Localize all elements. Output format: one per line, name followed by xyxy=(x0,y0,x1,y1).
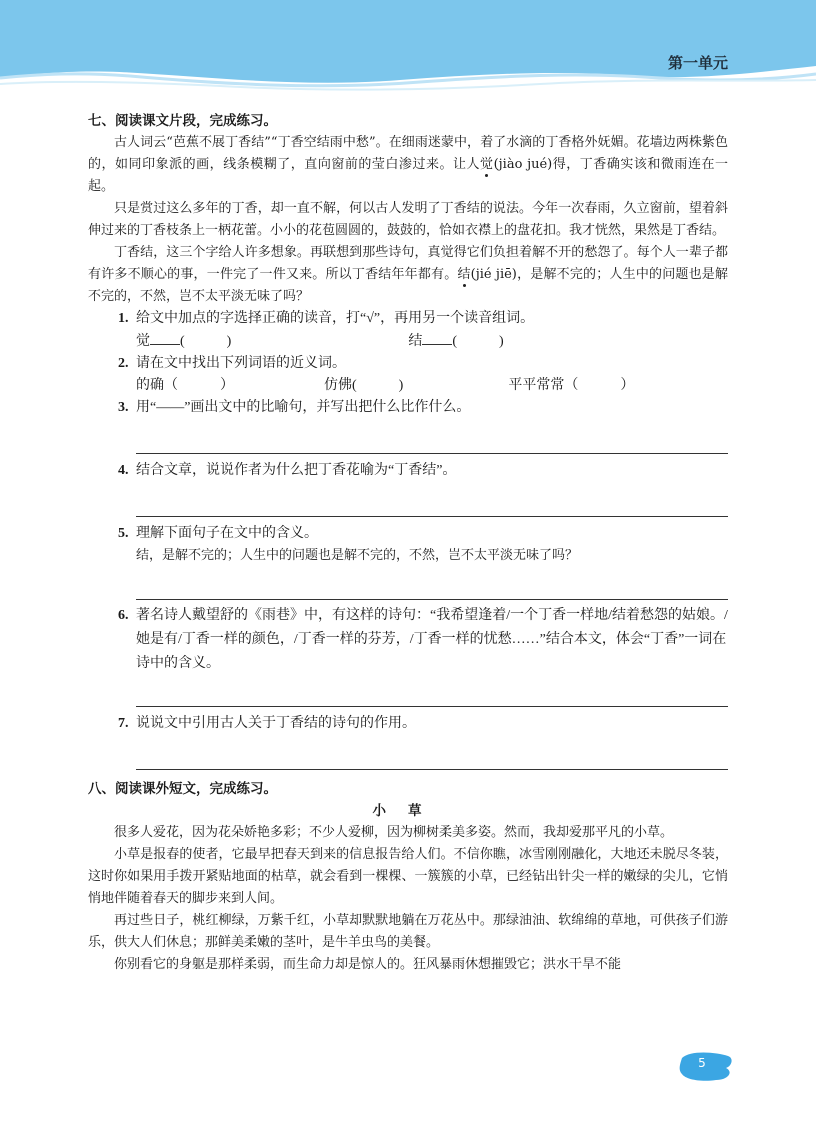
dotted-char-jie: 结 xyxy=(457,267,471,282)
answer-line-7[interactable] xyxy=(136,747,728,770)
unit-label: 第一单元 xyxy=(667,54,728,72)
page-content xyxy=(88,110,728,976)
page-number: 5 xyxy=(698,1056,706,1070)
question-5-quote: 结，是解不完的；人生中的问题也是解不完的，不然，岂不太平淡无味了吗？ xyxy=(136,548,579,563)
answer-line-6[interactable] xyxy=(136,684,728,707)
dotted-char-jue: 觉 xyxy=(480,157,494,172)
article-paragraph-4: 你别看它的身躯是那样柔弱，而生命力却是惊人的。狂风暴雨休想摧毁它；洪水干旱不能 xyxy=(114,957,622,972)
passage-paragraph-3: 丁香结，这三个字给人许多想象。再联想到那些诗句，真觉得它们负担着解不开的愁怨了。每个人一辈子都有许多不顺心的事，一件完了一件又来。所以丁香结年年都有。结(jié jiē)，是解不完的；人生中的问题也是解不完的，不然，岂不太平淡无味了吗？ xyxy=(88,245,728,304)
passage-paragraph-2: 只是赏过这么多年的丁香，却一直不解，何以古人发明了丁香结的说法。今年一次春雨，久立窗前，望着斜伸过来的丁香枝条上一柄花蕾。小小的花苞圆圆的，鼓鼓的，恰如衣襟上的盘花扣。我才恍然，果然是丁香结。 xyxy=(88,201,728,238)
answer-blank-1[interactable] xyxy=(150,330,180,345)
article-title: 小草 xyxy=(372,803,444,819)
article-paragraph-2: 小草是报春的使者，它最早把春天到来的信息报告给人们。不信你瞧，冰雪刚刚融化，大地还未脱尽冬装，这时你如果用手拨开紧贴地面的枯草，就会看到一棵棵、一簇簇的小草，已经钻出针尖一样的嫩绿的尖儿，它悄悄地伴随着春天的脚步来到人间。 xyxy=(88,847,728,906)
question-5: 5. 理解下面句子在文中的含义。 xyxy=(118,526,318,541)
question-1: 1. 给文中加点的字选择正确的读音，打“√”，再用另一个读音组词。 xyxy=(118,311,535,326)
question-2: 2. 请在文中找出下列词语的近义词。 xyxy=(118,356,346,371)
article-paragraph-1: 很多人爱花，因为花朵娇艳多彩；不少人爱柳，因为柳树柔美多姿。然而，我却爱那平凡的小草。 xyxy=(114,825,674,840)
passage-paragraph-1: 古人词云“芭蕉不展丁香结”“丁香空结雨中愁”。在细雨迷蒙中，着了水滴的丁香格外妩媚。花墙边两株紫色的，如同印象派的画，线条模糊了，直向窗前的莹白渗过来。让人觉(jiào jué)得，丁香确实该和微雨连在一起。 xyxy=(88,135,728,194)
section8-heading: 八、阅读课外短文，完成练习。 xyxy=(88,781,277,797)
question-1-answers: 觉 ( ) 结 ( ) xyxy=(88,330,728,353)
wave-banner xyxy=(0,0,816,100)
answer-line-4[interactable] xyxy=(136,494,728,517)
question-7: 7. 说说文中引用古人关于丁香结的诗句的作用。 xyxy=(118,716,416,731)
page-header-band xyxy=(0,0,816,100)
question-3: 3. 用“——”画出文中的比喻句，并写出把什么比作什么。 xyxy=(118,400,471,415)
article-paragraph-3: 再过些日子，桃红柳绿，万紫千红，小草却默默地躺在万花丛中。那绿油油、软绵绵的草地，可供孩子们游乐，供大人们休息；那鲜美柔嫩的茎叶，是牛羊虫鸟的美餐。 xyxy=(88,913,728,950)
question-2-words: 的确（ ） 仿佛( ) 平平常常（ ） xyxy=(136,378,635,393)
answer-line-5[interactable] xyxy=(136,577,728,600)
answer-line-3[interactable] xyxy=(136,431,728,454)
question-6: 6. 著名诗人戴望舒的《雨巷》中，有这样的诗句：“我希望逢着/一个丁香一样地/结着愁怨的姑娘。/她是有/丁香一样的颜色，/丁香一样的芬芳，/丁香一样的忧愁……”结合本文，体会“丁香”一词在诗中的含义。 xyxy=(118,608,728,671)
section7-heading: 七、阅读课文片段，完成练习。 xyxy=(88,113,277,129)
question-4: 4. 结合文章，说说作者为什么把丁香花喻为“丁香结”。 xyxy=(118,463,457,478)
answer-blank-2[interactable] xyxy=(422,330,452,345)
